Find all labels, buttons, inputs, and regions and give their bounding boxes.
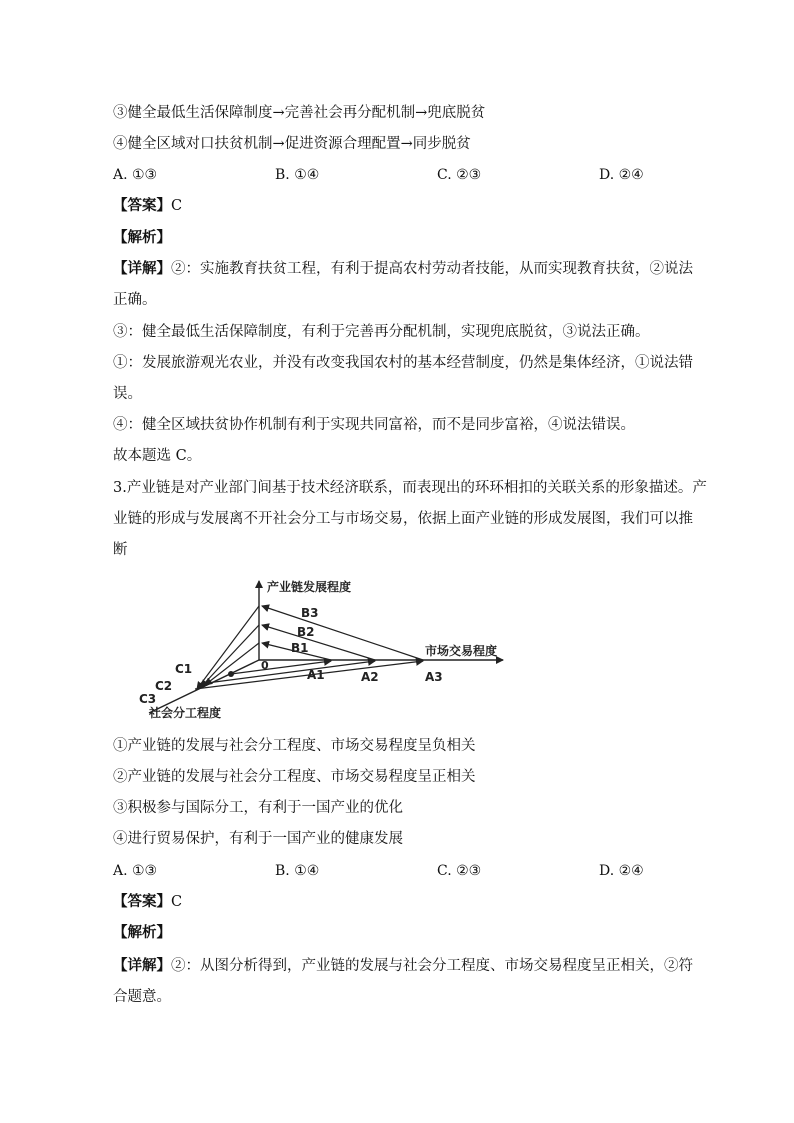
q3-option-d: D. ②④ [599,863,644,879]
analysis-label: 【解析】 [113,229,171,246]
q3-statement-2: ②产业链的发展与社会分工程度、市场交易程度呈正相关 [113,769,476,785]
q3-analysis-label: 【解析】 [113,924,171,941]
c-point [228,671,234,677]
q3-option-a: A. ①③ [113,863,158,879]
q3-detail-line-2: 合题意。 [113,989,171,1005]
detail-line-1 [113,259,693,279]
detail-text: ②：实施教育扶贫工程，有利于提高农村劳动者技能，从而实现教育扶贫，②说法 [171,261,693,277]
option-c: C. ②③ [437,167,482,183]
detail-line-7: 故本题选 C。 [113,448,202,464]
q3-statement-1: ①产业链的发展与社会分工程度、市场交易程度呈负相关 [113,738,476,754]
q3-answer-label: 【答案】 [113,893,171,910]
q3-answer-value: C [171,894,183,910]
b2-arrow [262,625,375,660]
a2-label: A2 [361,670,379,684]
c1-label: C1 [175,662,193,676]
q3-stem-line-3: 断 [113,542,128,558]
answer-value: C [171,198,183,214]
x-axis-label: 市场交易程度 [425,644,498,658]
z-axis-label: 社会分工程度 [149,706,222,720]
option-b: B. ①④ [275,167,320,183]
detail-line-3: ③：健全最低生活保障制度，有利于完善再分配机制，实现兜底脱贫，③说法正确。 [113,324,650,340]
q3-detail-line-1 [113,956,693,976]
statement-4: ④健全区域对口扶贫机制→促进资源合理配置→同步脱贫 [113,136,471,152]
option-a: A. ①③ [113,167,158,183]
origin-label: 0 [261,659,269,672]
detail-line-4: ①：发展旅游观光农业，并没有改变我国农村的基本经营制度，仍然是集体经济，①说法错 [113,355,693,371]
a1-label: A1 [307,668,325,682]
option-d: D. ②④ [599,167,644,183]
y-axis-label: 产业链发展程度 [267,580,352,594]
answer-label: 【答案】 [113,197,171,214]
detail-line-2: 正确。 [113,292,157,308]
c2-label: C2 [155,679,173,693]
q3-statement-4: ④进行贸易保护，有利于一国产业的健康发展 [113,831,403,847]
b2-label: B2 [297,625,315,639]
b1-label: B1 [291,641,309,655]
industry-chain-diagram [135,575,560,723]
q3-answer-line [113,892,182,912]
q3-option-b: B. ①④ [275,863,320,879]
detail-line-5: 误。 [113,386,142,402]
a3-label: A3 [425,670,443,684]
q3-detail-label: 【详解】 [113,957,171,974]
q3-option-c: C. ②③ [437,863,482,879]
answer-line [113,196,182,216]
q3-stem-line-2: 业链的形成与发展离不开社会分工与市场交易，依据上面产业链的形成发展图，我们可以推 [113,511,693,527]
q3-statement-3: ③积极参与国际分工，有利于一国产业的优化 [113,800,403,816]
c3-label: C3 [139,692,157,706]
statement-3: ③健全最低生活保障制度→完善社会再分配机制→兜底脱贫 [113,105,486,121]
q3-detail-text: ②：从图分析得到，产业链的发展与社会分工程度、市场交易程度呈正相关，②符 [171,958,693,974]
detail-line-6: ④：健全区域扶贫协作机制有利于实现共同富裕，而不是同步富裕，④说法错误。 [113,417,635,433]
b3-label: B3 [301,606,319,620]
detail-label: 【详解】 [113,260,171,277]
q3-stem-line-1: 3.产业链是对产业部门间基于技术经济联系，而表现出的环环相扣的关联关系的形象描述。产 [113,480,707,496]
c3-arrow [197,606,259,689]
